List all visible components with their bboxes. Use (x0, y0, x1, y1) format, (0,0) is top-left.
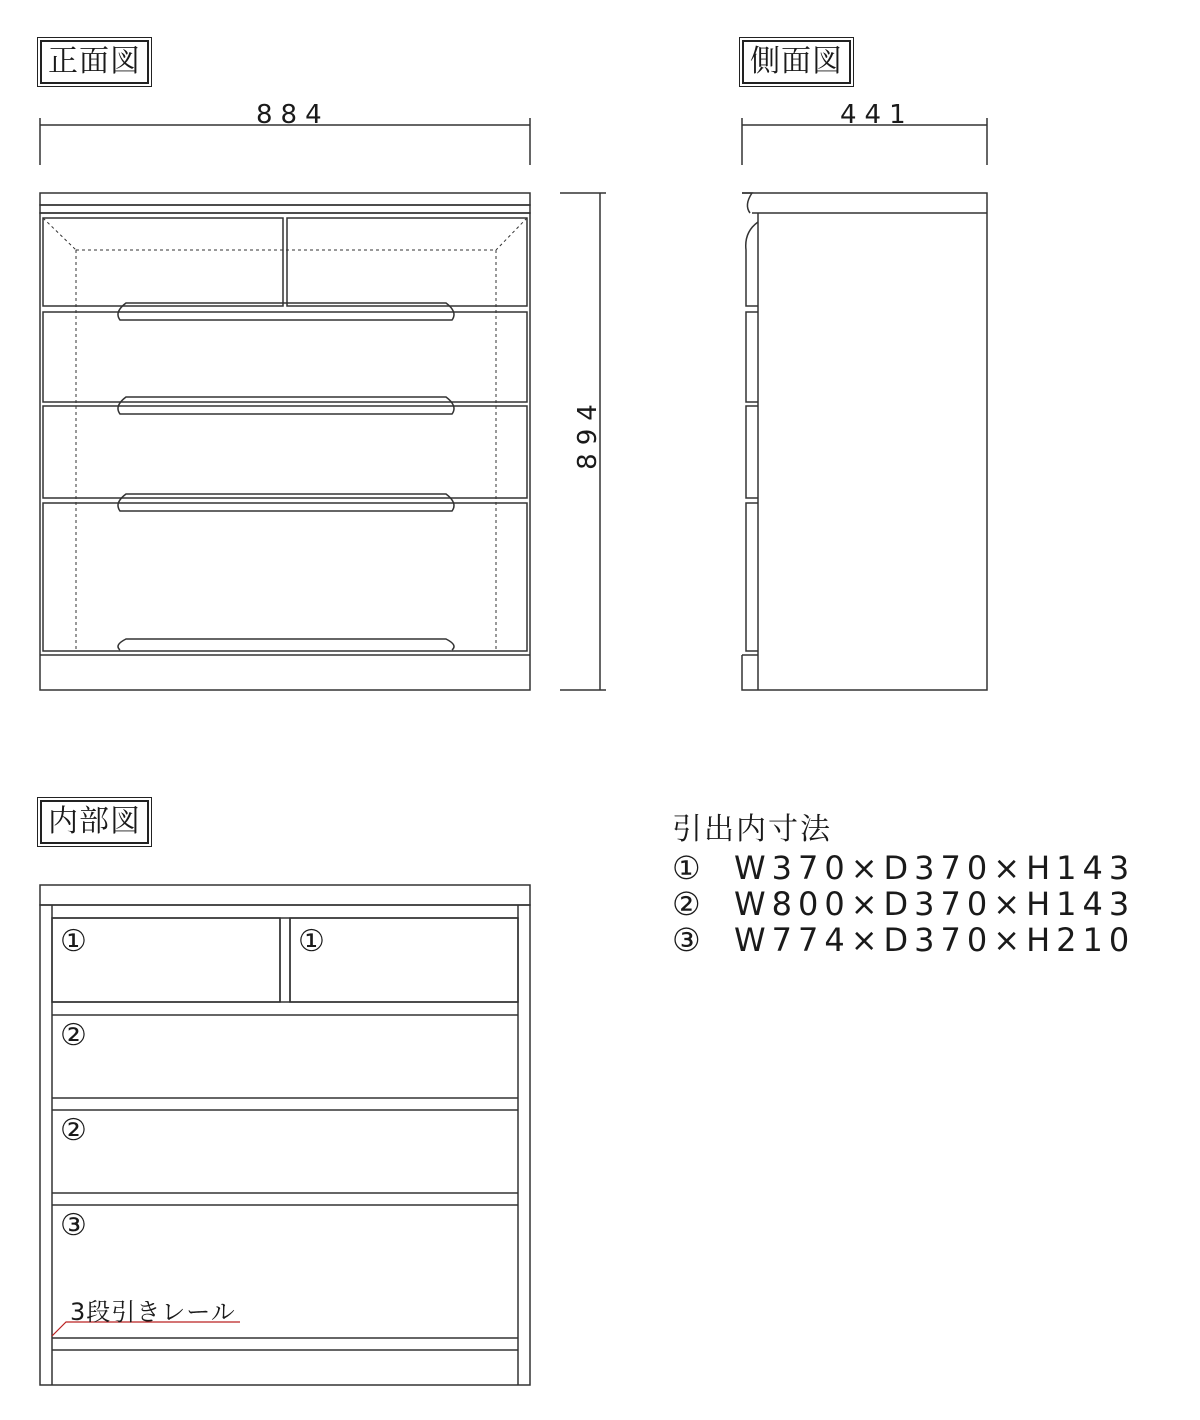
drawer-mark-1b: ① (298, 924, 325, 959)
side-depth-dimension-line (742, 118, 987, 165)
spec-title: 引出内寸法 (672, 812, 832, 847)
front-height-dimension: 894 (573, 396, 603, 470)
spec-row-value: W370×D370×H143 (734, 849, 1136, 887)
front-width-dimension-line (40, 118, 530, 165)
front-width-dimension: 884 (256, 100, 330, 130)
spec-row-mark: ③ (672, 921, 707, 959)
interior-view-label: 内部図 (40, 800, 149, 844)
side-view-label: 側面図 (742, 40, 851, 84)
rail-note: 3段引きレール (70, 1298, 236, 1326)
side-depth-dimension: 441 (840, 100, 914, 130)
spec-row-mark: ② (672, 885, 707, 923)
drawer-inner-dimensions (672, 812, 1135, 958)
front-view-label: 正面図 (40, 40, 149, 84)
side-view-drawing (742, 193, 987, 690)
spec-row-3 (672, 922, 1135, 958)
front-view-drawing (40, 193, 530, 690)
spec-row-mark: ① (672, 849, 707, 887)
front-height-dimension-line (560, 193, 606, 690)
drawer-mark-3: ③ (60, 1208, 87, 1243)
drawer-mark-1a: ① (60, 924, 87, 959)
drawer-mark-2b: ② (60, 1113, 87, 1148)
spec-row-1 (672, 850, 1135, 886)
spec-row-value: W774×D370×H210 (734, 921, 1136, 959)
spec-row-value: W800×D370×H143 (734, 885, 1136, 923)
spec-row-2 (672, 886, 1135, 922)
drawer-mark-2a: ② (60, 1018, 87, 1053)
